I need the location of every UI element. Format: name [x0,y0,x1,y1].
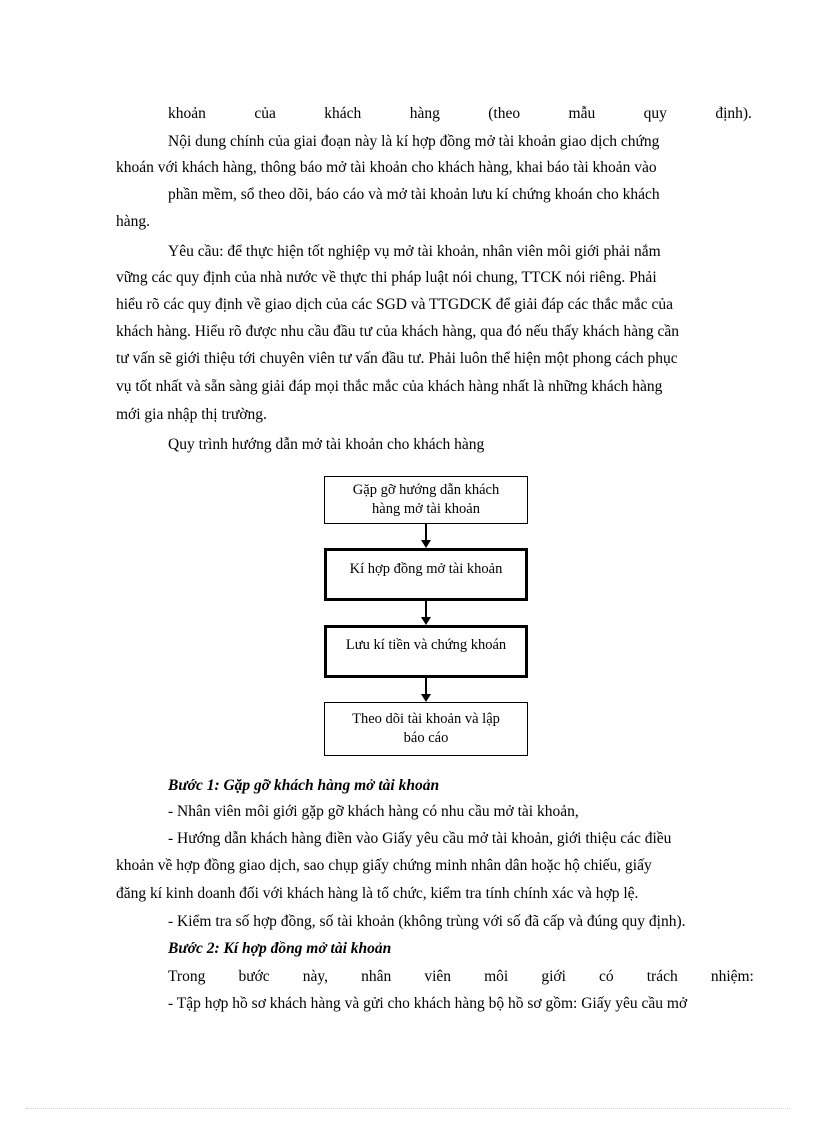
paragraph-2-line-4: hàng. [116,213,151,230]
page-bottom-border [26,1108,790,1109]
word: quy [643,105,667,122]
paragraph-3-line-3: hiểu rõ các quy định về giao dịch của các SGD và TTGDCK để giải đáp các thắc mắc của [116,296,674,313]
section-1-bullet-2-line-3: đăng kí kinh doanh đối với khách hàng là tổ chức, kiểm tra tính chính xác và hợp lệ. [116,885,639,902]
word: mẫu [568,105,596,122]
step-1-line-1: Gặp gỡ hướng dẫn khách [352,482,500,498]
section-1-bullet-1: - Nhân viên môi giới gặp gỡ khách hàng có nhu cầu mở tài khoản, [168,803,579,820]
section-1-bullet-2-line-1: - Hướng dẫn khách hàng điền vào Giấy yêu cầu mở tài khoản, giới thiệu các điều [168,830,672,847]
word: (theo [488,105,521,122]
word: giới [541,968,566,985]
arrow-2-head [421,617,431,625]
word: bước [238,968,270,985]
word: Trong [168,968,206,985]
paragraph-3-line-1: Yêu cầu: để thực hiện tốt nghiệp vụ mở tài khoản, nhân viên môi giới phải nắm [168,243,661,260]
flowchart-step-1 [324,476,528,524]
section-2-intro [168,967,754,987]
flowchart-title: Quy trình hướng dẫn mở tài khoản cho khách hàng [168,436,485,453]
word: hàng [409,105,440,122]
section-2-bullet-1: - Tập hợp hồ sơ khách hàng và gửi cho khách hàng bộ hồ sơ gồm: Giấy yêu cầu mở [168,995,688,1012]
section-1-bullet-2-line-2: khoản về hợp đồng giao dịch, sao chụp giấy chứng minh nhân dân hoặc hộ chiếu, giấy [116,857,652,874]
section-1-bullet-3: - Kiểm tra số hợp đồng, số tài khoản (không trùng với số đã cấp và đúng quy định). [168,913,686,930]
step-1-line-2: hàng mở tài khoản [372,501,480,517]
paragraph-3-line-7: mới gia nhập thị trường. [116,406,267,423]
word: này, [302,968,329,985]
flowchart-step-2 [324,548,528,601]
section-2-heading: Bước 2: Kí hợp đồng mở tài khoản [168,940,392,957]
word: có [599,968,614,985]
paragraph-2-line-2: khoán với khách hàng, thông báo mở tài khoản cho khách hàng, khai báo tài khoản vào [116,159,657,176]
arrow-3-head [421,694,431,702]
flowchart [320,472,532,762]
flowchart-step-4 [324,702,528,756]
flowchart-step-3 [324,625,528,678]
step-4-line-2: báo cáo [403,730,449,746]
word: của [254,105,276,122]
word: môi [484,968,509,985]
step-3-label: Lưu kí tiền và chứng khoán [345,637,507,653]
step-4-line-1: Theo dõi tài khoản và lập [352,711,500,727]
word: trách [646,968,678,985]
word: định). [715,105,752,122]
arrow-1-head [421,540,431,548]
paragraph-2-line-1: Nội dung chính của giai đoạn này là kí hợp đồng mở tài khoản giao dịch chứng [168,133,660,150]
word: nhân [361,968,392,985]
paragraph-3-line-6: vụ tốt nhất và sẵn sàng giải đáp mọi thắc mắc của khách hàng nhất là những khách hàng [116,378,663,395]
paragraph-3-line-2: vững các quy định của nhà nước về thực thi pháp luật nói chung, TTCK nói riêng. Phải [116,269,657,286]
word: khách [324,105,362,122]
step-2-label: Kí hợp đồng mở tài khoản [349,561,503,577]
section-1-heading: Bước 1: Gặp gỡ khách hàng mở tài khoản [168,777,440,794]
paragraph-1-line [168,104,752,124]
word: nhiệm: [710,968,754,985]
word: khoản [168,105,206,122]
paragraph-2-line-3: phần mềm, sổ theo dõi, báo cáo và mở tài khoản lưu kí chứng khoán cho khách [168,186,660,203]
paragraph-3-line-4: khách hàng. Hiểu rõ được nhu cầu đầu tư của khách hàng, qua đó nếu thấy khách hàng cần [116,323,679,340]
word: viên [424,968,452,985]
paragraph-3-line-5: tư vấn sẽ giới thiệu tới chuyên viên tư vấn đầu tư. Phải luôn thể hiện một phong cách phục [116,350,678,367]
